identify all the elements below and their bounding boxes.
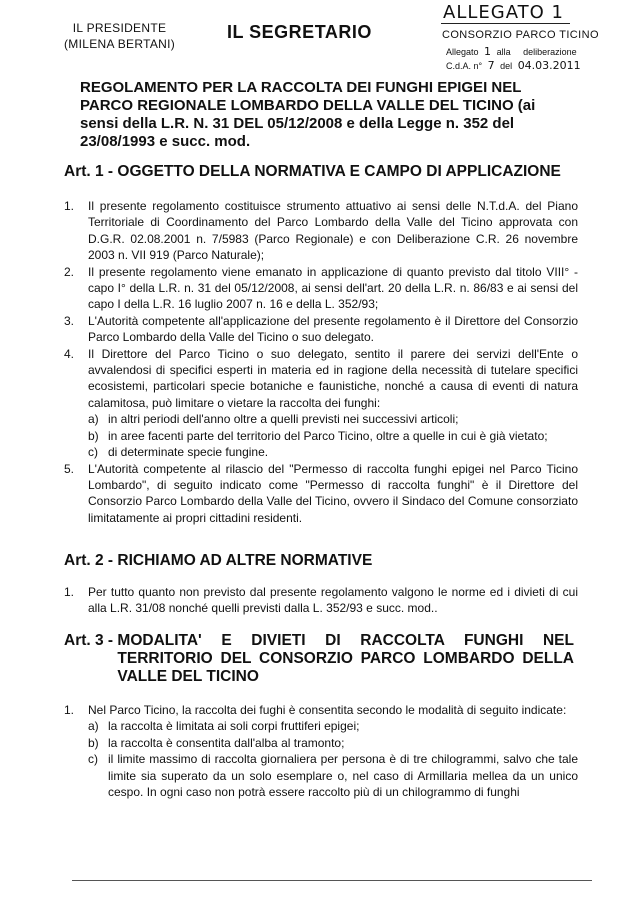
consorzio-stamp: CONSORZIO PARCO TICINO — [442, 29, 599, 41]
footer-rule — [72, 880, 592, 881]
sub-item: c) il limite massimo di raccolta giornaliera per persona è di tre chilogrammi, salvo che tale limite sia superato da un solo esemplare o, nel caso di Armillaria mellea da un unico cespo. In ogni caso non potrà essere raccolto più di un chilogrammo di funghi — [88, 752, 578, 800]
sub-item: b) in aree facenti parte del territorio del Parco Ticino, oltre a quelle in cui è già vietato; — [88, 428, 548, 443]
art1-title: OGGETTO DELLA NORMATIVA E CAMPO DI APPLICAZIONE — [117, 163, 561, 180]
list-item: 1. Il presente regolamento costituisce strumento attuativo ai sensi delle N.T.d.A. del Piano Territoriale di Coordinamento del Parco Lombardo della Valle del Ticino approvata con D.G.R. 02.08.2001 n. 7/5983 (Parco Regionale) e con Deliberazione C.R. 26 novembre 2003 n. VII 919 (Parco Naturale); — [64, 199, 578, 263]
presidente-title: IL PRESIDENTE — [72, 21, 167, 35]
art2-number: Art. 2 - — [64, 552, 118, 569]
art1-number: Art. 1 - — [64, 163, 118, 180]
allegato-stamp — [446, 45, 584, 73]
list-item: 3. L'Autorità competente all'applicazione del presente regolamento è il Direttore del Consorzio Parco Lombardo della Valle del Ticino o suo delegato. — [64, 313, 578, 345]
art2-list — [64, 584, 578, 617]
art3-title: MODALITA' E DIVIETI DI RACCOLTA FUNGHI NEL TERRITORIO DEL CONSORZIO PARCO LOMBARDO DELLA VALLE DEL TICINO — [117, 632, 574, 685]
list-item: 2. Il presente regolamento viene emanato in applicazione di quanto previsto dal titolo VIII° - capo I° della L.R. n. 31 del 05/12/2008, ai sensi dell'art. 20 della L.R. n. 86/83 e ai sensi del capo I della L.R. 16 luglio 2007 n. 16 e della L. 352/93; — [64, 264, 578, 312]
deliberation-date: 04.03.2011 — [517, 59, 581, 72]
list-item: 4. Il Direttore del Parco Ticino o suo delegato, sentito il parere dei servizi dell'Ente o avvalendosi di specifici esperti in materia ed in ragione della necessità di tutelare specifici ecosistemi, particolari specie botaniche e faunistiche, nonché a causa di eventi di natura calamitosa, può limitare o vietare la raccolta dei funghi: a) in altri periodi dell'anno oltre a quelli previsti nei successivi articoli; b) in aree facenti parte del territorio del Parco Ticino, oltre a quelle in cui è già vietato; c) di determinate specie fungine. — [64, 346, 578, 460]
presidente-name: (MILENA BERTANI) — [64, 37, 176, 51]
art1-heading — [64, 163, 574, 181]
sub-item: b) la raccolta è consentita dall'alba al tramonto; — [88, 735, 345, 750]
sub-item: c) di determinate specie fungine. — [88, 445, 269, 460]
deliberazione-label: deliberazione — [523, 47, 577, 57]
allegato-handwritten: ALLEGATO 1 — [441, 2, 570, 24]
list-item: 1. Nel Parco Ticino, la raccolta dei fughi è consentita secondo le modalità di seguito indicate: a) la raccolta è limitata ai soli corpi fruttiferi epigei; b) la raccolta è consentita dall'alba al tramonto; c) il limite massimo di raccolta giornaliera per persona è di tre chilogrammi, salvo che tale limite sia superato da un solo esemplare o, nel caso di Armillaria mellea da un unico cespo. In ogni caso non potrà essere raccolto più di un chilogrammo di funghi — [64, 703, 578, 800]
document-title: REGOLAMENTO PER LA RACCOLTA DEI FUNGHI EPIGEI NEL PARCO REGIONALE LOMBARDO DELLA VALLE DEL TICINO (ai sensi della L.R. N. 31 DEL 05/12/2008 e della Legge n. 352 del 23/08/1993 e succ. mod. — [80, 79, 536, 150]
art1-list — [64, 198, 578, 526]
cda-label: C.d.A. n° — [446, 61, 483, 71]
art3-list — [64, 702, 578, 800]
sub-item: a) in altri periodi dell'anno oltre a quelli previsti nei successivi articoli; — [88, 412, 459, 427]
art3-number: Art. 3 - — [64, 632, 118, 649]
art2-title: RICHIAMO AD ALTRE NORMATIVE — [117, 552, 373, 569]
art3-heading — [64, 632, 574, 686]
sub-item: a) la raccolta è limitata ai soli corpi fruttiferi epigei; — [88, 719, 360, 734]
art2-heading — [64, 552, 574, 570]
alla-label: alla — [496, 47, 511, 57]
list-item: 1. Per tutto quanto non previsto dal presente regolamento valgono le norme ed i divieti di cui alla L.R. 31/08 nonché quelli previsti dalla L. 352/93 e succ. mod.. — [64, 585, 578, 616]
presidente-signature-block — [64, 20, 175, 52]
allegato-number: 1 — [484, 45, 492, 58]
del-label: del — [500, 61, 513, 71]
cda-number: 7 — [487, 59, 495, 72]
segretario-label: IL SEGRETARIO — [227, 22, 372, 42]
list-item: 5. L'Autorità competente al rilascio del "Permesso di raccolta funghi epigei nel Parco Ticino Lombardo", di seguito indicato come "Permesso di raccolta funghi" è il Direttore del Consorzio Parco Lombardo della Valle del Ticino, ovvero il Sindaco del Comune consorziato limitatamente ai propri cittadini residenti. — [64, 461, 578, 525]
allegato-label: Allegato — [446, 47, 479, 57]
